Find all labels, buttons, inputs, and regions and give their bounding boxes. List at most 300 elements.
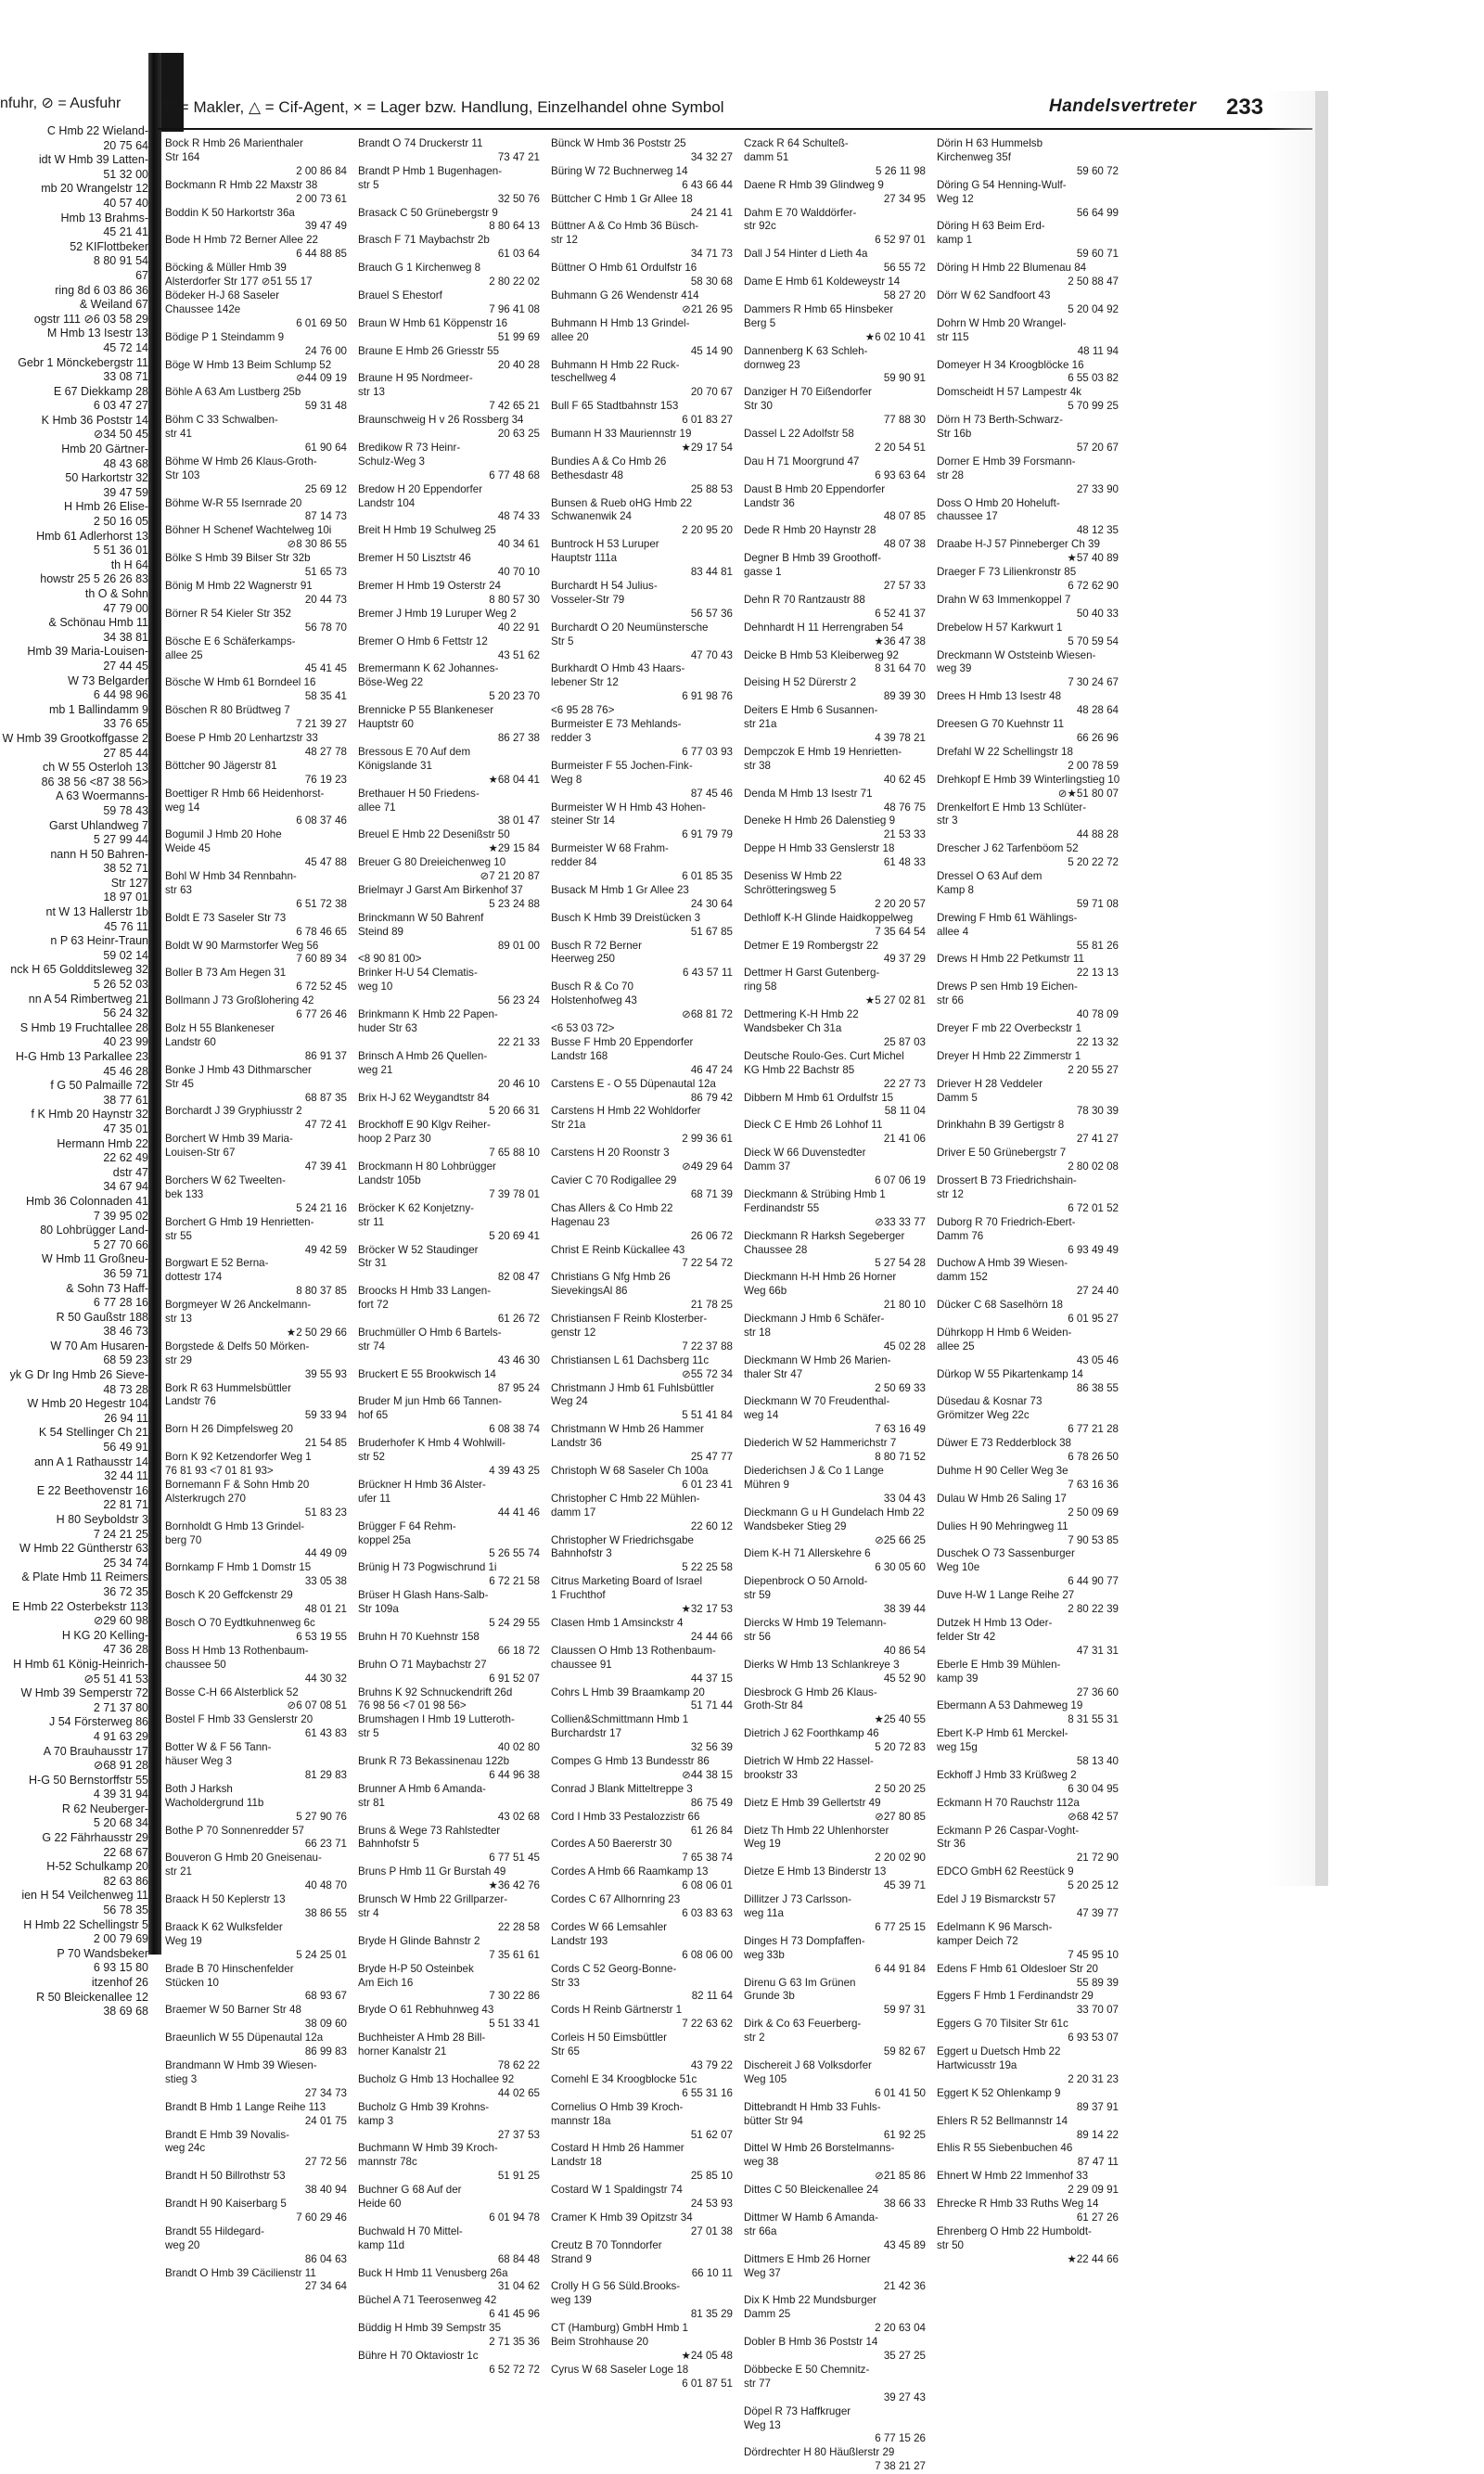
directory-entry <box>551 1382 733 1424</box>
phone-number: 59 71 08 <box>1076 897 1119 910</box>
left-page-line: 7 39 95 02 <box>93 1209 148 1223</box>
directory-entry <box>937 137 1119 179</box>
entry-line: Busch R 72 Berner <box>551 939 642 952</box>
left-page-line: 40 23 99 <box>103 1035 148 1049</box>
entry-line: Damm 37 <box>744 1160 791 1173</box>
left-page-line: 27 44 45 <box>103 659 148 673</box>
left-page-line: 47 36 28 <box>103 1643 148 1657</box>
directory-entry <box>551 428 733 455</box>
entry-line: Weg 19 <box>165 1934 202 1947</box>
entry-line: Dischereit J 68 Volksdorfer <box>744 2058 872 2071</box>
entry-line: Diem K-H 71 Allerskehre 6 <box>744 1547 871 1560</box>
phone-number: 6 77 48 68 <box>489 468 540 481</box>
phone-number: 43 05 46 <box>1076 1353 1119 1366</box>
entry-line: Diercks W Hmb 19 Telemann- <box>744 1616 887 1629</box>
directory-entry <box>358 2142 540 2184</box>
left-page-line: W 70 Am Husaren- <box>50 1339 148 1352</box>
entry-line: Weg 13 <box>744 2418 781 2431</box>
entry-line: genstr 12 <box>551 1326 596 1339</box>
left-page-line: H Hmb 22 Schellingstr 5 <box>23 1917 148 1931</box>
entry-line: str 55 <box>165 1229 192 1242</box>
entry-line: Ferdinandstr 55 <box>744 1201 820 1214</box>
directory-entry <box>165 788 347 829</box>
directory-entry <box>358 2184 540 2225</box>
entry-line: Bethesdastr 48 <box>551 468 623 481</box>
entry-line: Döring G 54 Henning-Wulf- <box>937 178 1067 191</box>
page-number: 233 <box>1226 95 1264 120</box>
entry-line: Bölke S Hmb 39 Bilser Str 32b <box>165 552 311 565</box>
phone-number: ⊘33 33 77 <box>875 1215 926 1228</box>
directory-entry <box>937 870 1119 912</box>
entry-line: Bönig M Hmb 22 Wagnerstr 91 <box>165 580 313 592</box>
directory-entry <box>165 912 347 940</box>
directory-entry <box>358 1589 540 1631</box>
left-facing-page <box>0 96 156 2019</box>
entry-line: Borchers W 62 Tweelten- <box>165 1173 286 1186</box>
phone-number: 8 80 64 13 <box>489 220 540 233</box>
entry-line: Böse-Weg 22 <box>358 676 424 689</box>
phone-number: 6 77 15 26 <box>875 2432 926 2445</box>
directory-entry <box>551 580 733 622</box>
entry-line: Groth-Str 84 <box>744 1699 803 1712</box>
left-page-line: A 70 Brauhausstr 17 <box>43 1744 148 1758</box>
directory-entry <box>744 1271 926 1313</box>
entry-line: Str 21a <box>551 1119 586 1132</box>
directory-entry <box>744 1575 926 1617</box>
left-page-line: 5 51 36 01 <box>93 544 148 558</box>
entry-line: Böhner H Schenef Wachtelweg 10i <box>165 524 332 537</box>
phone-number: 20 70 67 <box>690 386 733 399</box>
directory-entry <box>744 1465 926 1506</box>
entry-line: Drews P sen Hmb 19 Eichen- <box>937 981 1078 993</box>
phone-number: 47 39 77 <box>1076 1907 1119 1919</box>
left-page-line: H-G 50 Bernstorffstr 55 <box>29 1773 148 1787</box>
phone-number: 61 92 25 <box>883 2128 926 2141</box>
entry-line: Düsedau & Kosnar 73 <box>937 1395 1043 1408</box>
phone-number: ⊘6 07 08 51 <box>287 1699 347 1712</box>
entry-line: Christmann W Hmb 26 Hammer <box>551 1423 704 1436</box>
directory-entry <box>744 1050 926 1092</box>
directory-entry <box>165 732 347 760</box>
entry-line: Deising H 52 Dürerstr 2 <box>744 676 857 689</box>
directory-entry <box>744 746 926 788</box>
phone-number: 27 24 40 <box>1076 1285 1119 1298</box>
phone-number: 7 35 64 54 <box>875 925 926 938</box>
entry-line: Brinckmann W 50 Bahrenf <box>358 911 484 924</box>
listing-column-2 <box>358 137 540 2376</box>
directory-entry <box>744 428 926 455</box>
entry-line: Dillitzer J 73 Carlsson- <box>744 1893 851 1906</box>
phone-number: 6 03 83 63 <box>682 1907 733 1919</box>
directory-entry <box>358 2294 540 2322</box>
phone-number: 76 19 23 <box>304 773 347 786</box>
directory-entry <box>165 2101 347 2129</box>
left-page-line: 5 27 70 66 <box>93 1237 148 1251</box>
left-page-line: W Hmb 20 Hegestr 104 <box>27 1397 148 1411</box>
phone-number: 68 84 48 <box>497 2252 540 2265</box>
directory-entry <box>551 1755 733 1783</box>
entry-line: Dieckmann G u H Gundelach Hmb 22 <box>744 1506 925 1519</box>
left-page-line: 51 32 00 <box>103 167 148 181</box>
entry-line: Bruchmüller O Hmb 6 Bartels- <box>358 1326 502 1339</box>
directory-entry <box>165 1340 347 1382</box>
entry-line: Dohrn W Hmb 20 Wrangel- <box>937 316 1067 329</box>
left-page-line: Gebr 1 Mönckebergstr 11 <box>18 355 148 369</box>
directory-entry <box>358 912 540 954</box>
directory-entry <box>744 1659 926 1686</box>
left-page-line: 22 62 49 <box>103 1151 148 1165</box>
phone-number: 5 26 55 74 <box>489 1547 540 1560</box>
entry-line: Wandsbeker Ch 31a <box>744 1022 842 1034</box>
phone-number: 8 80 37 85 <box>296 1285 347 1298</box>
phone-number: 6 72 52 45 <box>296 981 347 993</box>
left-page-line: nann H 50 Bahren- <box>50 847 148 861</box>
phone-number: 33 70 07 <box>1076 2004 1119 2017</box>
entry-line: Bryde O 61 Rebhuhnweg 43 <box>358 2004 494 2017</box>
directory-entry <box>165 1741 347 1783</box>
left-page-line: 2 50 16 05 <box>93 515 148 529</box>
directory-entry <box>358 1327 540 1368</box>
phone-number: ★6 02 10 41 <box>864 330 926 343</box>
directory-entry <box>165 289 347 331</box>
phone-number: 27 34 95 <box>883 192 926 205</box>
phone-number: 77 88 30 <box>883 414 926 427</box>
entry-line: weg 14 <box>165 801 200 814</box>
left-page-line: 20 75 64 <box>103 138 148 152</box>
entry-line: Dethloff K-H Glinde Haidkoppelweg <box>744 911 914 924</box>
phone-number: 25 69 12 <box>304 482 347 495</box>
left-page-line: 34 38 81 <box>103 630 148 644</box>
entry-line: häuser Weg 3 <box>165 1755 232 1768</box>
left-page-line: ring 8d 6 03 86 36 <box>55 283 148 297</box>
entry-line: Hauptstr 111a <box>551 552 618 565</box>
directory-entry <box>358 1659 540 1686</box>
phone-number: 24 53 93 <box>690 2198 733 2211</box>
phone-number: 40 70 10 <box>497 566 540 579</box>
phone-number: ⊘68 81 72 <box>682 1008 733 1021</box>
directory-entry <box>358 2350 540 2378</box>
directory-entry <box>937 1437 1119 1465</box>
directory-entry <box>744 248 926 276</box>
listing-columns <box>165 137 1315 2473</box>
entry-line: Boller B 73 Am Hegen 31 <box>165 967 287 980</box>
phone-number: 56 64 99 <box>1076 206 1119 219</box>
entry-line: Eckmann P 26 Caspar-Voght- <box>937 1824 1080 1837</box>
directory-entry <box>358 580 540 608</box>
directory-entry <box>937 1727 1119 1769</box>
entry-line: Landstr 36 <box>744 496 795 509</box>
phone-number: 7 30 22 86 <box>489 1990 540 2003</box>
entry-line: Bremermann K 62 Johannes- <box>358 662 499 675</box>
directory-entry <box>551 842 733 884</box>
phone-number: 2 20 02 90 <box>875 1852 926 1865</box>
directory-entry <box>165 1783 347 1825</box>
phone-number: 6 01 41 50 <box>875 2086 926 2099</box>
phone-number: 6 43 66 44 <box>682 178 733 191</box>
page-edge <box>1315 91 1328 1886</box>
entry-line: Döring H 63 Beim Erd- <box>937 220 1045 233</box>
phone-number: 46 47 24 <box>690 1063 733 1076</box>
directory-entry <box>358 1825 540 1866</box>
entry-line: Christopher W Friedrichsgabe <box>551 1533 694 1546</box>
directory-entry <box>551 1271 733 1313</box>
entry-line: Büchel A 71 Teerosenweg 42 <box>358 2294 497 2307</box>
entry-line: SievekingsAl 86 <box>551 1285 628 1298</box>
directory-entry <box>165 234 347 262</box>
phone-number: 4 39 78 21 <box>875 731 926 744</box>
directory-entry <box>165 1713 347 1741</box>
directory-entry <box>165 1299 347 1340</box>
phone-number: 39 47 49 <box>304 220 347 233</box>
entry-line: weg 38 <box>744 2156 779 2169</box>
left-page-line: mb 1 Ballindamm 9 <box>49 702 148 716</box>
entry-line: Diederichsen J & Co 1 Lange <box>744 1465 884 1477</box>
directory-entry <box>937 718 1119 746</box>
entry-line: gasse 1 <box>744 566 782 579</box>
phone-number: 6 44 91 84 <box>875 1962 926 1975</box>
left-page-line: 68 59 23 <box>103 1353 148 1367</box>
phone-number: 68 71 39 <box>690 1187 733 1200</box>
directory-entry <box>937 1589 1119 1617</box>
directory-entry <box>165 870 347 912</box>
entry-line: Collien&Schmittmann Hmb 1 <box>551 1713 689 1726</box>
entry-line: Dehnhardt H 11 Herrengraben 54 <box>744 621 903 634</box>
entry-line: Büttner O Hmb 61 Ordulfstr 16 <box>551 262 697 275</box>
directory-entry <box>744 967 926 1008</box>
entry-line: Dede R Hmb 20 Haynstr 28 <box>744 524 876 537</box>
directory-entry <box>551 1575 733 1617</box>
phone-number: 6 55 31 16 <box>682 2086 733 2099</box>
entry-line: Bruhns K 92 Schnuckendrift 26d <box>358 1686 513 1698</box>
phone-number: 6 77 03 93 <box>682 745 733 758</box>
phone-number: 59 31 48 <box>304 400 347 413</box>
phone-number: 6 08 38 74 <box>489 1423 540 1436</box>
directory-entry <box>165 552 347 580</box>
entry-line: Schwanenwik 24 <box>551 510 633 523</box>
entry-line: Bollmann J 73 Großlohering 42 <box>165 994 314 1007</box>
phone-number: 2 20 63 04 <box>875 2322 926 2335</box>
directory-entry <box>551 718 733 760</box>
entry-line: Dame E Hmb 61 Koldeweystr 14 <box>744 276 901 288</box>
entry-line: Büttner A & Co Hmb 36 Büsch- <box>551 220 699 233</box>
directory-entry <box>937 1617 1119 1659</box>
entry-line: Dittebrandt H Hmb 33 Fuhls- <box>744 2100 881 2113</box>
entry-line: allee 20 <box>551 330 589 343</box>
directory-entry <box>937 746 1119 774</box>
entry-line: Brügger F 64 Rehm- <box>358 1519 456 1532</box>
entry-line: Burmeister F 55 Jochen-Fink- <box>551 759 693 772</box>
entry-line: str 11 <box>358 1215 385 1228</box>
phone-number: 5 24 29 55 <box>489 1616 540 1629</box>
left-page-line: P 70 Wandsbeker <box>57 1946 148 1960</box>
phone-number: 86 79 42 <box>690 1091 733 1104</box>
entry-line: str 5 <box>358 178 379 191</box>
left-page-line: 56 49 91 <box>103 1441 148 1455</box>
phone-number: 27 57 33 <box>883 580 926 592</box>
phone-number: 7 65 38 74 <box>682 1852 733 1865</box>
phone-number: 6 52 41 37 <box>875 607 926 620</box>
directory-entry <box>744 788 926 815</box>
entry-line: str 66 <box>937 994 964 1007</box>
entry-line: Str 5 <box>551 635 574 647</box>
entry-line: Weg 10e <box>937 1561 980 1574</box>
phone-number: 43 02 68 <box>497 1810 540 1823</box>
directory-entry <box>551 289 733 317</box>
entry-line: str 59 <box>744 1589 771 1602</box>
phone-number: 86 04 63 <box>304 2252 347 2265</box>
left-page-line: K Hmb 36 Poststr 14 <box>41 413 148 427</box>
entry-line: Bödeker H-J 68 Saseler <box>165 288 280 301</box>
phone-number: 7 35 61 61 <box>489 1948 540 1961</box>
entry-line: koppel 25a <box>358 1533 411 1546</box>
directory-entry <box>551 193 733 221</box>
directory-entry <box>937 538 1119 566</box>
directory-entry <box>937 455 1119 497</box>
phone-number: 43 46 30 <box>497 1353 540 1366</box>
directory-entry <box>358 884 540 912</box>
phone-number: 48 27 78 <box>304 745 347 758</box>
directory-entry <box>551 1686 733 1714</box>
left-page-line: howstr 25 5 26 26 83 <box>40 572 148 586</box>
left-page-line: nt W 13 Hallerstr 1b <box>45 905 148 919</box>
entry-line: Driver E 50 Grünebergstr 7 <box>937 1147 1067 1160</box>
entry-line: Böttcher 90 Jägerstr 81 <box>165 759 277 772</box>
entry-line: str 92c <box>744 220 776 233</box>
phone-number: 7 22 37 88 <box>682 1340 733 1352</box>
entry-line: Dierks W Hmb 13 Schlankreye 3 <box>744 1658 900 1671</box>
entry-line: Dempczok E Hmb 19 Henrietten- <box>744 745 902 758</box>
entry-line: Borgstede & Delfs 50 Mörken- <box>165 1340 310 1352</box>
phone-number: 87 95 24 <box>497 1381 540 1394</box>
phone-number: ★22 44 66 <box>1067 2252 1119 2265</box>
left-page-line: H 80 Seyboldstr 3 <box>56 1513 148 1526</box>
directory-entry <box>744 2059 926 2101</box>
left-page-line: f K Hmb 20 Haynstr 32 <box>31 1108 148 1122</box>
phone-number: 81 29 83 <box>304 1768 347 1781</box>
entry-line: Brüser H Glash Hans-Salb- <box>358 1589 489 1602</box>
entry-line: Carstens H 20 Roonstr 3 <box>551 1147 670 1160</box>
entry-line: Bosch K 20 Geffckenstr 29 <box>165 1589 293 1602</box>
directory-entry <box>358 1935 540 1963</box>
left-page-line: 22 81 71 <box>103 1498 148 1512</box>
entry-line: Brandt B Hmb 1 Lange Reihe 113 <box>165 2100 326 2113</box>
directory-entry <box>165 635 347 677</box>
directory-entry <box>165 524 347 552</box>
directory-entry <box>358 788 540 829</box>
phone-number: 5 70 59 54 <box>1068 635 1119 647</box>
directory-entry <box>937 1659 1119 1700</box>
phone-number: 2 99 36 61 <box>682 1133 733 1146</box>
directory-entry <box>551 2184 733 2211</box>
left-page-line: & Plate Hmb 11 Reimers <box>21 1570 148 1584</box>
entry-line: str 3 <box>937 814 958 827</box>
directory-entry <box>165 179 347 207</box>
phone-number: 5 22 25 58 <box>682 1561 733 1574</box>
directory-entry <box>165 1257 347 1299</box>
entry-line: Bahnhofstr 3 <box>551 1547 612 1560</box>
phone-number: 68 93 67 <box>304 1990 347 2003</box>
phone-number: 27 72 56 <box>304 2156 347 2169</box>
entry-line: Ebert K-P Hmb 61 Merckel- <box>937 1727 1068 1740</box>
phone-number: 34 32 27 <box>690 150 733 163</box>
directory-entry <box>937 1368 1119 1396</box>
phone-number: 66 18 72 <box>497 1644 540 1657</box>
phone-number: 89 37 91 <box>1076 2100 1119 2113</box>
entry-line: Carstens E - O 55 Düpenautal 12a <box>551 1077 716 1090</box>
directory-entry <box>358 2004 540 2032</box>
directory-entry <box>358 967 540 1008</box>
directory-entry <box>165 1963 347 2005</box>
phone-number: 6 44 90 77 <box>1068 1575 1119 1588</box>
directory-entry <box>165 1893 347 1921</box>
entry-line: ufer 11 <box>358 1492 391 1505</box>
entry-line: Bremer O Hmb 6 Fettstr 12 <box>358 635 488 647</box>
phone-number: ★29 15 84 <box>488 842 540 855</box>
entry-line: Bock R Hmb 26 Marienthaler <box>165 137 303 149</box>
directory-entry <box>937 179 1119 221</box>
entry-line: Duchow A Hmb 39 Wiesen- <box>937 1257 1068 1270</box>
entry-line: Eckhoff J Hmb 33 Krüßweg 2 <box>937 1768 1077 1781</box>
phone-number: 87 47 11 <box>1077 2156 1119 2169</box>
directory-entry <box>551 359 733 401</box>
entry-line: Ehlis R 55 Siebenbuchen 46 <box>937 2142 1073 2155</box>
entry-line: Landstr 104 <box>358 496 416 509</box>
left-page-line: 6 44 98 96 <box>93 688 148 702</box>
entry-line: Bruder M jun Hmb 66 Tannen- <box>358 1395 503 1408</box>
directory-entry <box>551 704 733 718</box>
left-page-line: ⊘34 50 45 <box>93 428 148 442</box>
entry-line: <8 90 81 00> <box>358 953 422 966</box>
directory-entry <box>358 289 540 317</box>
directory-entry <box>744 207 926 249</box>
directory-entry <box>165 207 347 235</box>
phone-number: ★25 40 55 <box>874 1713 926 1726</box>
directory-entry <box>744 2142 926 2184</box>
directory-entry <box>744 594 926 622</box>
entry-line: Bunsen & Rueb oHG Hmb 22 <box>551 496 693 509</box>
directory-entry <box>551 912 733 940</box>
directory-entry <box>744 1437 926 1465</box>
entry-line: Bornemann F & Sohn Hmb 20 <box>165 1478 310 1491</box>
directory-entry <box>744 814 926 842</box>
entry-line: Dietze E Hmb 13 Binderstr 13 <box>744 1865 887 1878</box>
left-page-line: yk G Dr Ing Hmb 26 Sieve- <box>9 1368 148 1382</box>
entry-line: Doss O Hmb 20 Hoheluft- <box>937 496 1060 509</box>
phone-number: 5 20 23 70 <box>489 690 540 703</box>
entry-line: Brumshagen I Hmb 19 Lutteroth- <box>358 1713 515 1726</box>
entry-line: Ehrenberg O Hmb 22 Humboldt- <box>937 2224 1092 2237</box>
entry-line: Dührkopp H Hmb 6 Weiden- <box>937 1326 1072 1339</box>
left-page-line: 48 73 28 <box>103 1382 148 1396</box>
entry-line: damm 17 <box>551 1506 596 1519</box>
phone-number: 34 71 73 <box>690 248 733 261</box>
phone-number: 32 56 39 <box>690 1741 733 1754</box>
phone-number: 47 39 41 <box>304 1160 347 1173</box>
directory-entry <box>358 1713 540 1755</box>
phone-number: 25 47 77 <box>690 1451 733 1464</box>
directory-entry <box>358 1631 540 1659</box>
phone-number: 6 77 51 45 <box>489 1852 540 1865</box>
directory-entry <box>937 2087 1119 2115</box>
entry-line: Str 65 <box>551 2045 580 2058</box>
directory-entry <box>358 2032 540 2073</box>
phone-number: 44 49 09 <box>304 1547 347 1560</box>
entry-line: str 81 <box>358 1796 385 1809</box>
directory-entry <box>937 1299 1119 1327</box>
entry-line: Bundies A & Co Hmb 26 <box>551 455 667 468</box>
left-page-line: W Hmb 39 Grootkoffgasse 2 <box>2 731 148 745</box>
directory-entry <box>937 1174 1119 1216</box>
